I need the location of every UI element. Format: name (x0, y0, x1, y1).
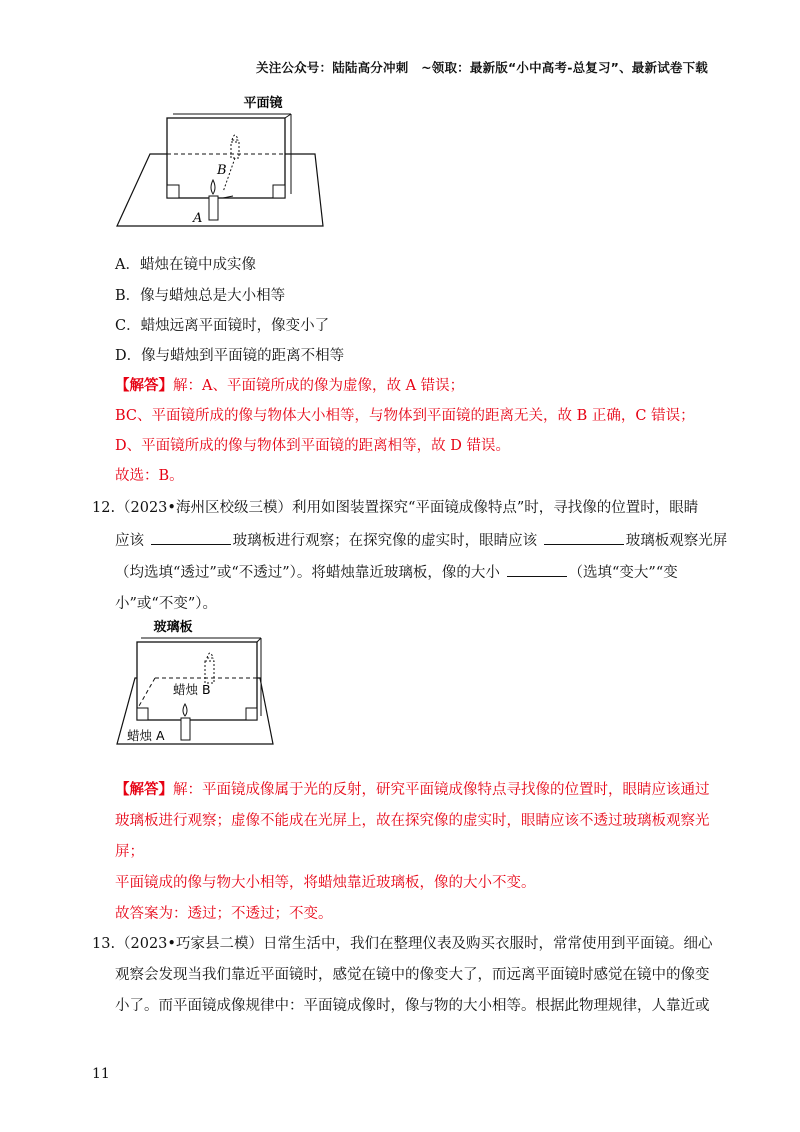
plane-mirror-figure (115, 92, 345, 237)
q13-line-3: 小了。而平面镜成像规律中：平面镜成像时，像与物的大小相等。根据此物理规律，人靠近或 (115, 998, 710, 1014)
q13-line-2: 观察会发现当我们靠近平面镜时，感觉在镜中的像变大了，而远离平面镜时感觉在镜中的像变 (115, 967, 710, 983)
q12-answer-line-4: 平面镜成的像与物大小相等，将蜡烛靠近玻璃板，像的大小不变。 (115, 875, 536, 891)
glass-side-edge (257, 638, 261, 642)
option-b: B．像与蜡烛总是大小相等 (115, 288, 286, 304)
q13-text: （2023•巧家县二模）日常生活中，我们在整理仪表及购买衣服时，常常使用到平面镜。细心 (116, 936, 713, 952)
q12-line-2 (115, 530, 727, 551)
mirror-edge (285, 114, 291, 118)
q11-answer-line-1 (115, 376, 464, 396)
glass-stand-left (137, 708, 148, 720)
blank-1[interactable] (151, 530, 231, 545)
q12-text: （选填“变大”“变 (568, 565, 678, 581)
q12-text: 玻璃板进行观察；在探究像的虚实时，眼睛应该 (232, 533, 538, 549)
q12-line-3 (115, 562, 678, 583)
page-number: 11 (92, 1066, 110, 1082)
mirror-stand-left (167, 185, 179, 198)
answer-tag: 【解答】 (115, 377, 173, 394)
q13-number: 13. (92, 936, 116, 952)
glass-plate-figure (115, 616, 275, 748)
figure2-label-a: 蜡烛 A (127, 728, 165, 743)
candle-a-flame (211, 180, 215, 194)
q11-answer-line-4: 故选：B。 (115, 468, 184, 484)
page-header: 关注公众号：陆陆高分冲刺 ~领取：最新版“小中高考-总复习”、最新试卷下载 (256, 60, 708, 75)
figure1-label-b: B (217, 163, 227, 178)
glass-panel (137, 642, 257, 720)
glass-stand-right (246, 708, 257, 720)
candle-a-body (209, 196, 218, 220)
figure2-label-b: 蜡烛 B (173, 682, 211, 697)
q11-answer-line-3: D、平面镜所成的像与物体到平面镜的距离相等，故 D 错误。 (115, 438, 510, 454)
q12-text: 应该 (115, 533, 144, 549)
mirror-stand-right (273, 185, 285, 198)
q12-number: 12. (92, 500, 116, 516)
q11-answer-line-2: BC、平面镜所成的像与物体大小相等，与物体到平面镜的距离无关，故 B 正确，C 错误； (115, 408, 695, 424)
blank-3[interactable] (507, 562, 567, 577)
mirror-panel (167, 118, 285, 198)
q12-answer-line-1 (115, 780, 710, 800)
figure2-title: 玻璃板 (153, 620, 193, 635)
q12-answer-line-5: 故答案为：透过；不透过；不变。 (115, 906, 333, 922)
figure1-label-a: A (193, 211, 203, 226)
figure1-title: 平面镜 (243, 96, 283, 111)
q12-text: 玻璃板观察光屏 (625, 533, 728, 549)
q12-line-4: 小”或“不变”）。 (115, 596, 217, 612)
q12-answer-line-2: 玻璃板进行观察；虚像不能成在光屏上，故在探究像的虚实时，眼睛应该不透过玻璃板观察光 (115, 813, 710, 829)
answer-text: 解：A、平面镜所成的像为虚像，故 A 错误； (173, 378, 465, 394)
q12-answer-line-3: 屏； (115, 844, 144, 860)
answer-tag: 【解答】 (115, 781, 173, 798)
candle-a-body (181, 718, 190, 740)
q13-line-1 (92, 934, 712, 954)
q12-text: （2023•海州区校级三模）利用如图装置探究“平面镜成像特点”时，寻找像的位置时，眼睛 (116, 500, 699, 516)
option-d: D．像与蜡烛到平面镜的距离不相等 (115, 348, 345, 364)
candle-a-flame (183, 704, 187, 716)
option-a: A．蜡烛在镜中成实像 (115, 257, 256, 273)
option-c: C．蜡烛远离平面镜时，像变小了 (115, 318, 330, 334)
answer-text: 解：平面镜成像属于光的反射，研究平面镜成像特点寻找像的位置时，眼睛应该通过 (173, 782, 710, 798)
blank-2[interactable] (544, 530, 624, 545)
q12-line-1 (92, 498, 698, 518)
q12-text: （均选填“透过”或“不透过”）。将蜡烛靠近玻璃板，像的大小 (115, 565, 500, 581)
